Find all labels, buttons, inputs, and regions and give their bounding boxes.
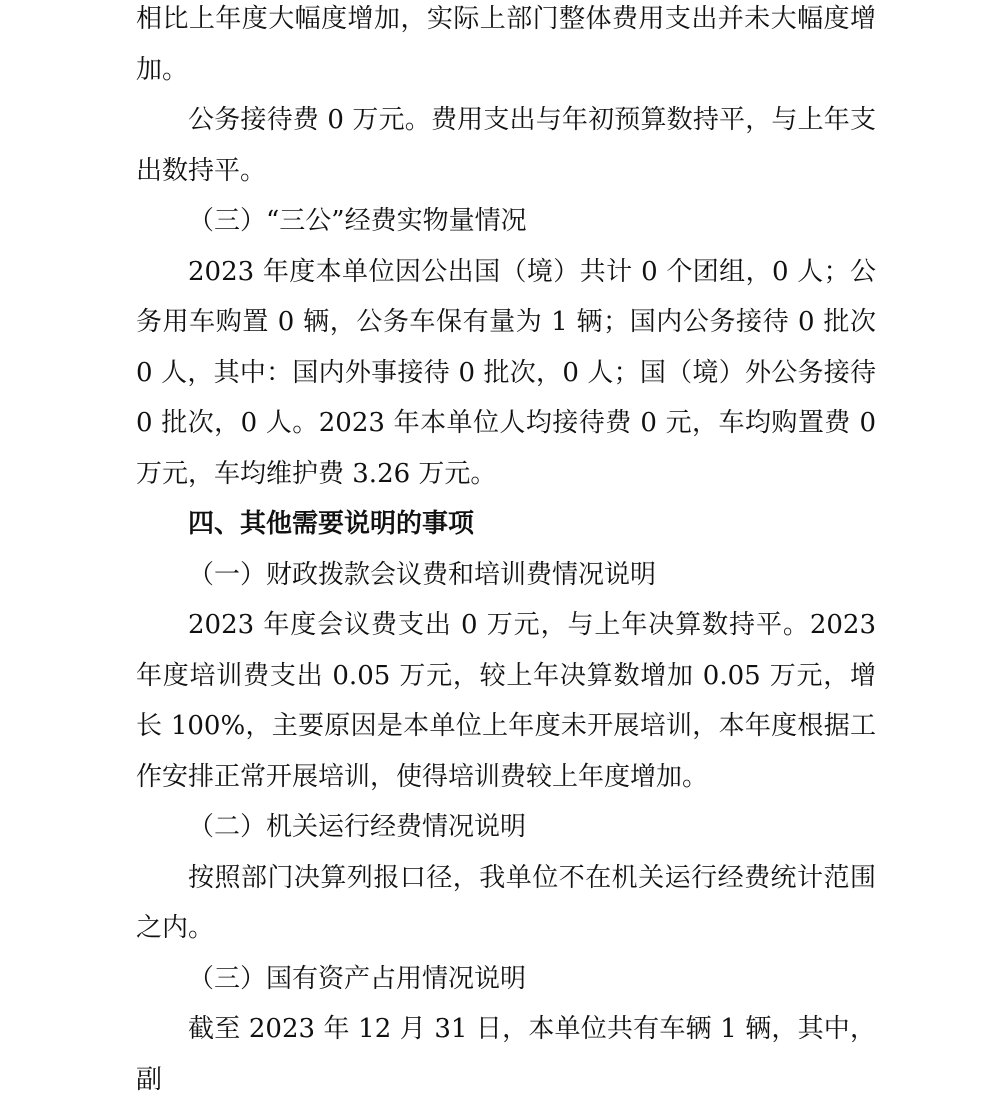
section-heading-three-public-physical: （三）“三公”经费实物量情况 bbox=[188, 206, 527, 236]
section-heading-state-assets: （三）国有资产占用情况说明 bbox=[188, 963, 527, 994]
section-heading-meeting-training: （一）财政拨款会议费和培训费情况说明 bbox=[188, 559, 657, 590]
document-page bbox=[136, 0, 876, 1105]
paragraph-state-assets: 截至 2023 年 12 月 31 日，本单位共有车辆 1 辆，其中，副 bbox=[136, 1014, 876, 1095]
section-heading-operating-expenses: （二）机关运行经费情况说明 bbox=[188, 812, 527, 842]
paragraph-reception-expense: 公务接待费 0 万元。费用支出与年初预算数持平，与上年支出数持平。 bbox=[136, 105, 876, 186]
paragraph-meeting-training: 2023 年度会议费支出 0 万元，与上年决算数持平。2023 年度培训费支出 0.05 万元，较上年决算数增加 0.05 万元，增长 100%，主要原因是本单位上年度未开展培训，本年度根据工作安排正常开展培训，使得培训费较上年度增加。 bbox=[136, 610, 876, 792]
paragraph-operating-expenses: 按照部门决算列报口径，我单位不在机关运行经费统计范围之内。 bbox=[136, 862, 876, 943]
paragraph-expense-continuation: 相比上年度大幅度增加，实际上部门整体费用支出并未大幅度增加。 bbox=[136, 4, 876, 85]
section-heading-other-matters: 四、其他需要说明的事项 bbox=[188, 509, 475, 539]
paragraph-physical-quantity: 2023 年度本单位因公出国（境）共计 0 个团组，0 人；公务用车购置 0 辆，公务车保有量为 1 辆；国内公务接待 0 批次 0 人，其中：国内外事接待 0 批次，0 人；国（境）外公务接待 0 批次，0 人。2023 年本单位人均接待费 0 元，车均购置费 0 万元，车均维护费 3.26 万元。 bbox=[136, 256, 876, 489]
